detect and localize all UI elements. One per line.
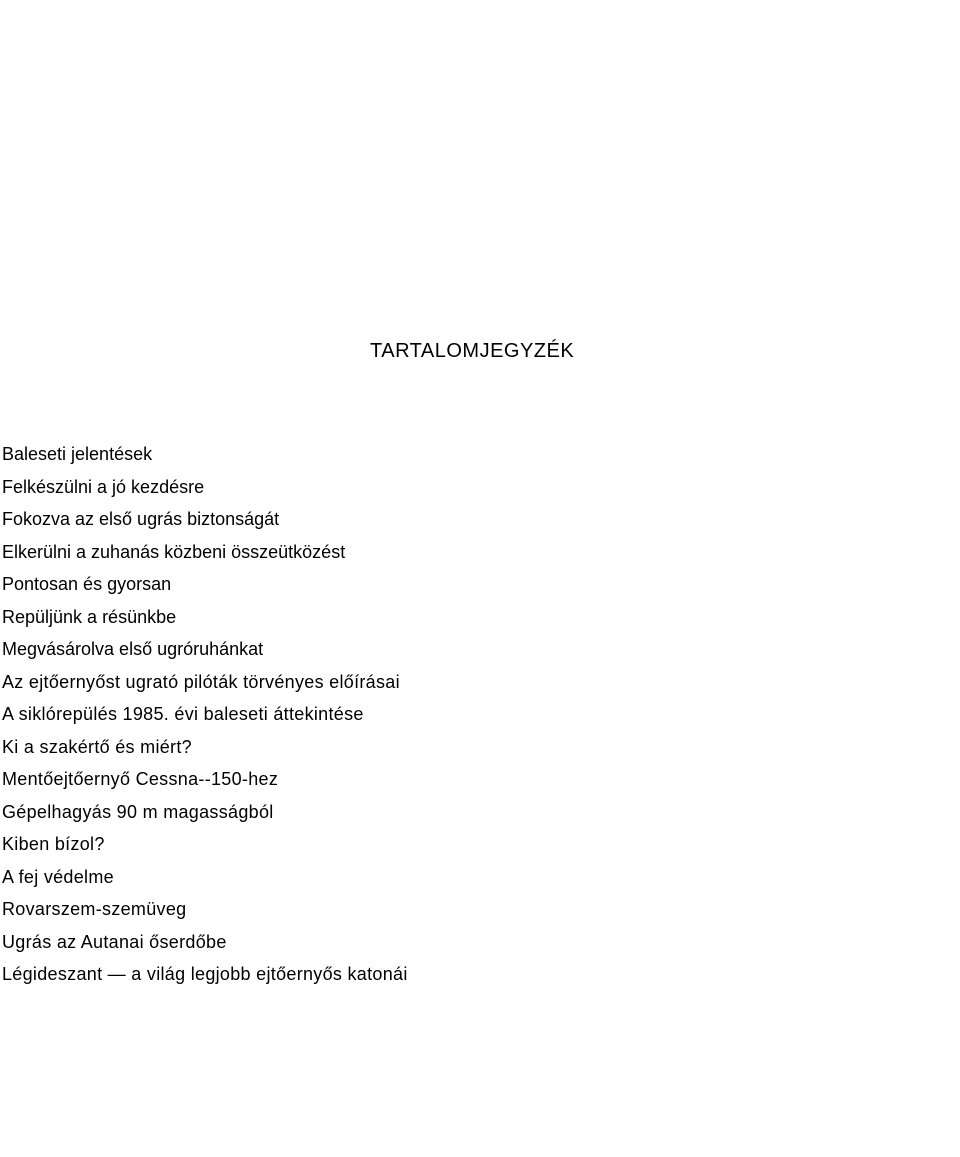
toc-entry: A siklórepülés 1985. évi baleseti áttekintése bbox=[2, 704, 364, 724]
toc-entry: Az ejtőernyőst ugrató pilóták törvényes előírásai bbox=[2, 671, 400, 692]
toc-entry: Baleseti jelentések bbox=[2, 444, 153, 464]
toc-entry: Kiben bízol? bbox=[2, 834, 105, 854]
toc-entry: A fej védelme bbox=[2, 866, 114, 887]
toc-entry: Felkészülni a jó kezdésre bbox=[2, 476, 205, 497]
toc-entry: Légideszant — a világ legjobb ejtőernyős katonái bbox=[2, 964, 408, 984]
toc-entry: Rovarszem-szemüveg bbox=[2, 899, 187, 919]
toc-entry: Repüljünk a résünkbe bbox=[2, 606, 177, 627]
page-title: TARTALOMJEGYZÉK bbox=[370, 340, 575, 362]
table-of-contents bbox=[0, 438, 408, 991]
toc-entry: Pontosan és gyorsan bbox=[2, 574, 172, 594]
toc-entry: Megvásárolva első ugróruhánkat bbox=[2, 639, 264, 659]
toc-entry: Gépelhagyás 90 m magasságból bbox=[2, 801, 274, 822]
toc-entry: Fokozva az első ugrás biztonságát bbox=[2, 509, 280, 529]
toc-entry: Mentőejtőernyő Cessna--150-hez bbox=[2, 769, 279, 789]
toc-entry: Elkerülni a zuhanás közbeni összeütközést bbox=[2, 541, 346, 562]
toc-entry: Ugrás az Autanai őserdőbe bbox=[2, 931, 227, 952]
toc-entry: Ki a szakértő és miért? bbox=[2, 736, 192, 757]
